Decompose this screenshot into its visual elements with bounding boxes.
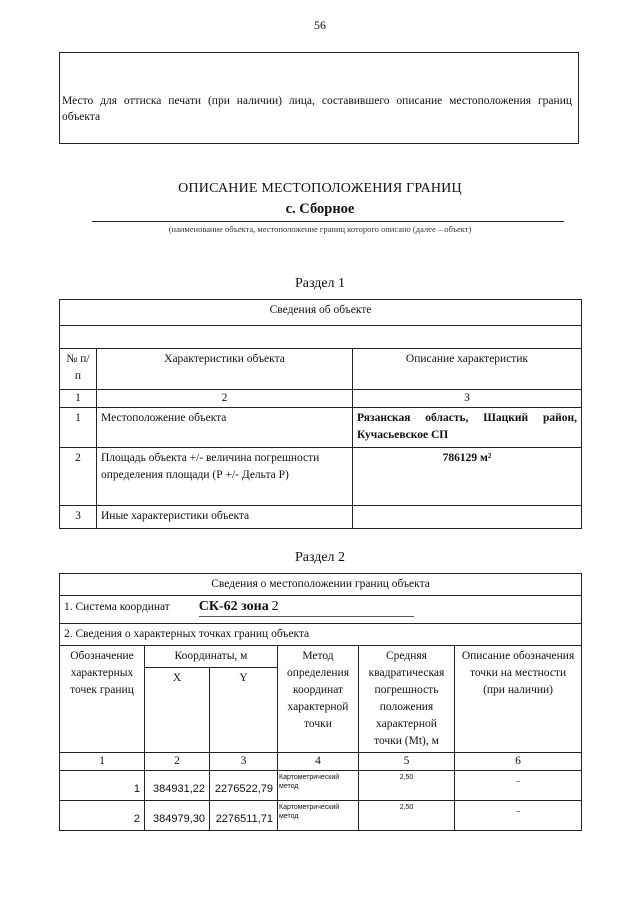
point-mt: 2,50 bbox=[359, 771, 455, 801]
index-cell: 6 bbox=[455, 753, 582, 771]
row-char: Иные характеристики объекта bbox=[97, 506, 353, 529]
table-row bbox=[60, 801, 582, 831]
empty-row bbox=[60, 326, 582, 349]
row-char: Площадь объекта +/- величина погрешности определения площади (Р +/- Дельта Р) bbox=[97, 448, 353, 506]
point-method: Картометрический метод bbox=[278, 801, 359, 831]
point-y: 2276522,79 bbox=[210, 771, 278, 801]
point-x: 384979,30 bbox=[145, 801, 210, 831]
row-desc: 786129 м² bbox=[353, 448, 582, 506]
object-caption: (наименование объекта, местоположение границ которого описано (далее – объект) bbox=[168, 224, 472, 234]
point-y: 2276511,71 bbox=[210, 801, 278, 831]
point-desc: – bbox=[455, 801, 582, 831]
stamp-box bbox=[59, 52, 579, 144]
coord-system-value-line bbox=[199, 598, 414, 617]
point-number: 2 bbox=[60, 801, 145, 831]
title-underline bbox=[92, 221, 564, 222]
section2-table-title: Сведения о местоположении границ объекта bbox=[60, 574, 582, 596]
table-row bbox=[60, 771, 582, 801]
index-cell: 2 bbox=[145, 753, 210, 771]
index-cell: 3 bbox=[353, 390, 582, 408]
row-no: 1 bbox=[60, 408, 97, 448]
col-header-no: № п/п bbox=[60, 349, 97, 390]
table-row bbox=[60, 448, 582, 506]
section2-table bbox=[59, 573, 582, 831]
point-mt: 2,50 bbox=[359, 801, 455, 831]
index-cell: 2 bbox=[97, 390, 353, 408]
coord-zone: 2 bbox=[271, 599, 279, 614]
table-row bbox=[60, 506, 582, 529]
section1-heading: Раздел 1 bbox=[294, 276, 346, 291]
point-desc: – bbox=[455, 771, 582, 801]
points-label: 2. Сведения о характерных точках границ объекта bbox=[60, 624, 582, 646]
index-cell: 1 bbox=[60, 390, 97, 408]
coord-system-label: 1. Система координат bbox=[64, 601, 170, 613]
row-desc bbox=[353, 506, 582, 529]
row-no: 3 bbox=[60, 506, 97, 529]
index-cell: 1 bbox=[60, 753, 145, 771]
point-x: 384931,22 bbox=[145, 771, 210, 801]
header-coords: Координаты, м bbox=[145, 646, 278, 668]
header-desc: Описание обозначения точки на местности (при наличии) bbox=[455, 646, 582, 753]
row-no: 2 bbox=[60, 448, 97, 506]
header-designation: Обозначение характерных точек границ bbox=[60, 646, 145, 753]
header-y: Y bbox=[210, 668, 278, 753]
index-cell: 3 bbox=[210, 753, 278, 771]
section1-table-title: Сведения об объекте bbox=[60, 300, 582, 326]
document-title: ОПИСАНИЕ МЕСТОПОЛОЖЕНИЯ ГРАНИЦ bbox=[178, 181, 462, 196]
section2-heading: Раздел 2 bbox=[294, 550, 346, 565]
index-cell: 5 bbox=[359, 753, 455, 771]
row-desc: Рязанская область, Шацкий район, Кучасьевское СП bbox=[353, 408, 582, 448]
stamp-text: Место для оттиска печати (при наличии) лица, составившего описание местоположения границ объекта bbox=[62, 95, 572, 123]
coord-system-row bbox=[60, 596, 582, 624]
row-char: Местоположение объекта bbox=[97, 408, 353, 448]
coord-system-value: СК-62 зона bbox=[198, 599, 269, 614]
col-header-desc: Описание характеристик bbox=[353, 349, 582, 390]
header-method: Метод определения координат характерной точки bbox=[278, 646, 359, 753]
object-name: с. Сборное bbox=[285, 201, 355, 217]
point-number: 1 bbox=[60, 771, 145, 801]
page-number: 56 bbox=[314, 18, 326, 32]
header-x: X bbox=[145, 668, 210, 753]
section1-table bbox=[59, 299, 582, 529]
header-error: Средняя квадратическая погрешность положения характерной точки (Mt), м bbox=[359, 646, 455, 753]
col-header-char: Характеристики объекта bbox=[97, 349, 353, 390]
table-row bbox=[60, 408, 582, 448]
index-cell: 4 bbox=[278, 753, 359, 771]
point-method: Картометрический метод bbox=[278, 771, 359, 801]
